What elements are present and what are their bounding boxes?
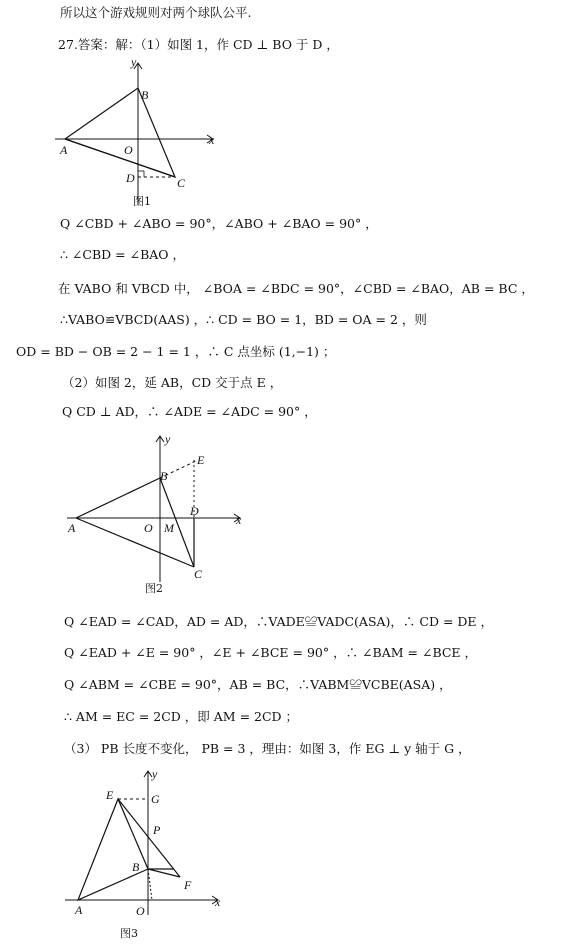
fig3-label-B: B: [132, 860, 140, 874]
text-line-2: Q ∠CBD + ∠ABO = 90°，∠ABO + ∠BAO = 90° ，: [60, 216, 378, 231]
text-line-0: 所以这个游戏规则对两个球队公平.: [60, 5, 252, 20]
fig2-x-label: x: [236, 513, 242, 527]
text-line-13: （3） PB 长度不变化， PB = 3 ，理由：如图 3，作 EG ⊥ y 轴于 G ，: [64, 741, 471, 756]
fig1-label-C: C: [177, 176, 186, 190]
fig1-label-A: A: [60, 143, 68, 157]
text-line-11: Q ∠ABM = ∠CBE = 90°，AB = BC，∴VABM≌VCBE(ASA) ，: [64, 677, 452, 692]
fig3-label-E: E: [106, 788, 114, 802]
fig3-x-label: x: [215, 895, 221, 909]
text-line-10: Q ∠EAD + ∠E = 90° ，∠E + ∠BCE = 90° ，∴ ∠BAM = ∠BCE ，: [64, 645, 478, 660]
fig2-label-M: M: [164, 521, 174, 535]
fig2-label-C: C: [194, 567, 203, 581]
fig1-label-O: O: [124, 143, 133, 157]
fig3-caption: 图3: [120, 927, 138, 940]
fig2-label-D: D: [190, 504, 199, 518]
text-line-6: OD = BD − OB = 2 − 1 = 1 ，∴ C 点坐标 (1,−1) ；: [16, 344, 336, 359]
fig3-y-label: y: [152, 767, 158, 781]
fig2-label-B: B: [160, 469, 168, 483]
text-line-4: 在 VABO 和 VBCD 中， ∠BOA = ∠BDC = 90°，∠CBD = ∠BAO，AB = BC ，: [58, 281, 534, 296]
fig1-x-label: x: [209, 133, 215, 147]
fig1-y-label: y: [131, 55, 137, 69]
fig2-caption: 图2: [145, 582, 163, 595]
fig2-label-E: E: [197, 453, 205, 467]
text-line-7: （2）如图 2，延 AB，CD 交于点 E ，: [62, 375, 283, 390]
fig1-label-B: B: [141, 88, 149, 102]
fig3-label-P: P: [153, 823, 161, 837]
fig3-label-O: O: [136, 904, 145, 918]
fig3-label-A: A: [75, 903, 83, 917]
figure-2: [62, 430, 252, 600]
fig2-label-O: O: [144, 521, 153, 535]
fig1-caption: 图1: [133, 195, 151, 208]
figure-3: [60, 765, 235, 943]
fig3-label-G: G: [151, 792, 160, 806]
fig3-label-F: F: [184, 878, 192, 892]
fig1-label-D: D: [126, 171, 135, 185]
text-line-8: Q CD ⊥ AD，∴ ∠ADE = ∠ADC = 90° ，: [62, 404, 317, 419]
text-line-3: ∴ ∠CBD = ∠BAO ，: [60, 247, 186, 262]
text-line-12: ∴ AM = EC = 2CD ，即 AM = 2CD ；: [64, 709, 299, 724]
answer-27-heading: 27.答案：解：（1）如图 1，作 CD ⊥ BO 于 D ，: [58, 37, 339, 52]
fig2-label-A: A: [68, 521, 76, 535]
text-line-9: Q ∠EAD = ∠CAD，AD = AD，∴VADE≌VADC(ASA)，∴ CD = DE ，: [64, 614, 494, 629]
fig2-y-label: y: [165, 432, 171, 446]
figure-1: [55, 55, 225, 215]
text-line-5: ∴VABO≌VBCD(AAS) ，∴ CD = BO = 1，BD = OA = 2 ，则: [60, 312, 427, 327]
